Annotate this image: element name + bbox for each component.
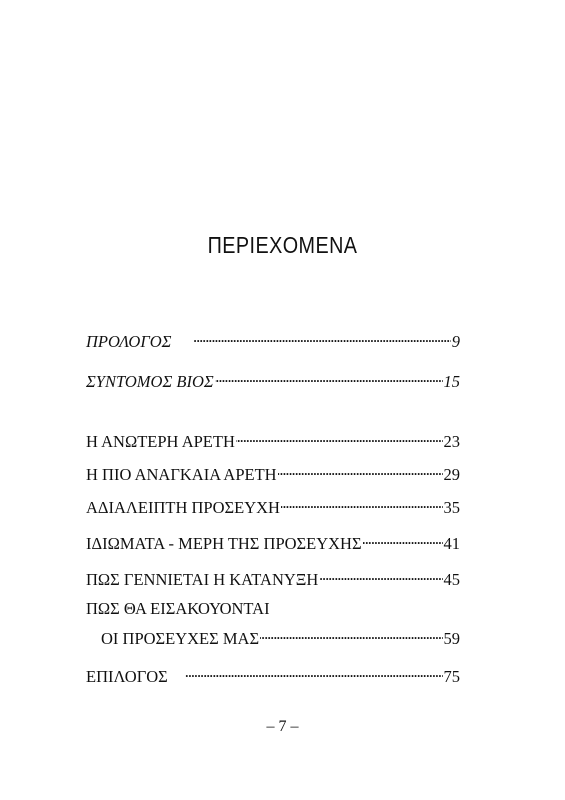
dot-leader	[319, 565, 442, 585]
toc-entry	[86, 565, 460, 590]
toc-entry-title: ΠΡΟΛΟΓΟΣ	[86, 332, 172, 351]
dot-leader	[278, 460, 443, 480]
toc-entry-title: ΑΔΙΑΛΕΙΠΤΗ ΠΡΟΣΕΥΧΗ	[86, 498, 280, 517]
toc-entry-title: ΕΠΙΛΟΓΟΣ	[86, 667, 168, 686]
toc-entry-page: 41	[443, 534, 460, 553]
contents-heading: ΠΕΡΙΕΧΟΜΕΝΑ	[207, 232, 358, 258]
dot-leader	[363, 529, 443, 549]
dot-leader	[169, 662, 443, 682]
toc-entry-page: 23	[443, 432, 460, 451]
toc-entry-page: 75	[443, 667, 460, 686]
dot-leader	[236, 427, 443, 447]
toc-entry-page: 15	[443, 372, 460, 391]
dot-leader	[260, 624, 442, 644]
toc-entry-title: Η ΑΝΩΤΕΡΗ ΑΡΕΤΗ	[86, 432, 235, 451]
toc-entry	[86, 460, 460, 485]
toc-entry-title: ΙΔΙΩΜΑΤΑ - ΜΕΡΗ ΤΗΣ ΠΡΟΣΕΥΧΗΣ	[86, 534, 362, 553]
toc-entry-title: Η ΠΙΟ ΑΝΑΓΚΑΙΑ ΑΡΕΤΗ	[86, 465, 277, 484]
toc-entry-epilogue	[86, 662, 460, 687]
page-number: – 7 –	[266, 718, 299, 735]
toc-entry-title: ΣΥΝΤΟΜΟΣ ΒΙΟΣ	[86, 372, 214, 391]
toc-entry	[86, 493, 460, 518]
toc-entry	[86, 529, 460, 554]
dot-leader	[281, 493, 443, 513]
dot-leader	[215, 367, 443, 387]
toc-entry	[101, 624, 460, 649]
toc-entry-short-life	[86, 367, 460, 392]
toc-entry-page: 59	[443, 629, 460, 648]
toc-entry	[86, 427, 460, 452]
toc-entry-page: 29	[443, 465, 460, 484]
toc-entry-title-first-line: ΠΩΣ ΘΑ ΕΙΣΑΚΟΥΟΝΤΑΙ	[86, 599, 270, 618]
toc-entry-prologue	[86, 327, 460, 352]
toc-entry-page: 35	[443, 498, 460, 517]
toc-entry-title: ΟΙ ΠΡΟΣΕΥΧΕΣ ΜΑΣ	[101, 629, 260, 648]
dot-leader	[172, 327, 450, 347]
toc-entry-page: 45	[443, 570, 460, 589]
toc-entry-page: 9	[451, 332, 460, 351]
toc-entry-title: ΠΩΣ ΓΕΝΝΙΕΤΑΙ Η ΚΑΤΑΝΥΞΗ	[86, 570, 319, 589]
